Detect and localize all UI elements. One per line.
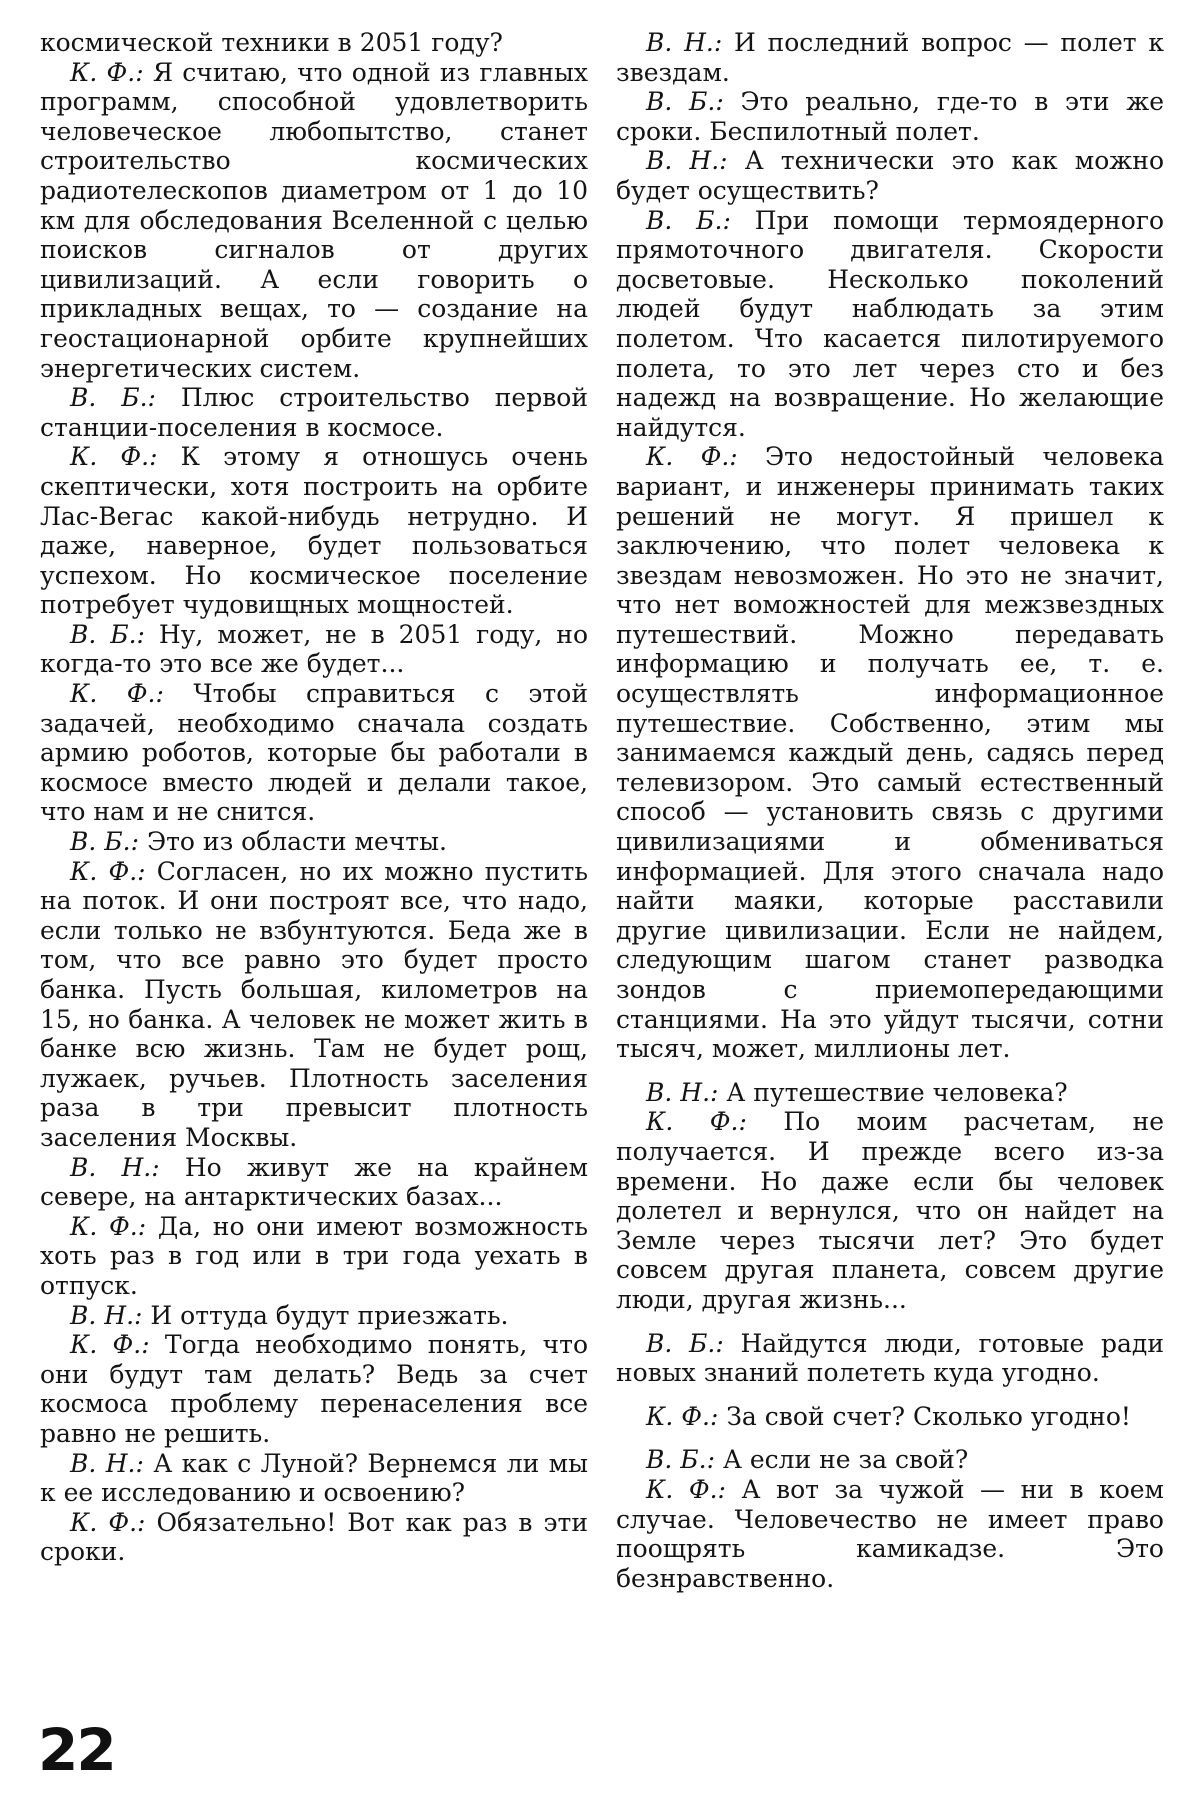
interview-paragraph xyxy=(616,146,1164,205)
interview-paragraph xyxy=(40,1508,588,1567)
paragraph-text: И последний вопрос — полет к звездам. xyxy=(616,28,1165,87)
paragraph-text: Это недостойный человека вариант, и инженеры принимать таких решений не могут. Я пришел к заключению, что полет человека к звездам невозможен. Но это не значит, что нет воможностей для межзвездных путешествий. Можно передавать информацию и получать ее, т. е. осуществлять информационное путешествие. Собственно, этим мы занимаемся каждый день, садясь перед телевизором. Это самый естественный способ — установить связь с другими цивилизациями и обмениваться информацией. Для этого сначала надо найти маяки, которые расставили другие цивилизации. Если не найдем, следующим шагом станет разводка зондов с приемопередающими станциями. На это уйдут тысячи, сотни тысяч, может, миллионы лет. xyxy=(616,442,1164,1064)
interview-paragraph xyxy=(40,58,588,384)
paragraph-text: Обязательно! Вот как раз в эти сроки. xyxy=(40,1507,588,1567)
paragraph-text: Плюс строительство первой станции-поселения в космосе. xyxy=(40,383,588,442)
paragraph-text: Чтобы справиться с этой задачей, необходимо сначала создать армию роботов, которые бы работали в космосе вместо людей и делали такое, что нам и не снится. xyxy=(40,679,588,827)
paragraph-text: А как с Луной? Вернемся ли мы к ее исследованию и освоению? xyxy=(40,1448,588,1508)
speaker-label: В. Н.: xyxy=(70,1448,144,1478)
interview-paragraph xyxy=(616,442,1164,1063)
speaker-label: В. Н.: xyxy=(646,28,723,57)
speaker-label: К. Ф.: xyxy=(646,1474,726,1504)
interview-paragraph xyxy=(616,1107,1164,1314)
interview-paragraph xyxy=(40,1449,588,1508)
paragraph-text: космической техники в 2051 году? xyxy=(40,28,503,57)
speaker-label: К. Ф.: xyxy=(70,1330,150,1360)
right-column xyxy=(616,28,1164,1593)
paragraph-text: Это из области мечты. xyxy=(146,827,447,857)
speaker-label: К. Ф.: xyxy=(646,1107,747,1137)
interview-paragraph xyxy=(616,1402,1164,1432)
paragraph-text: Найдутся люди, готовые ради новых знаний полететь куда угодно. xyxy=(616,1328,1164,1388)
interview-paragraph xyxy=(40,620,588,679)
interview-paragraph xyxy=(40,442,588,620)
speaker-label: К. Ф.: xyxy=(646,442,738,472)
interview-paragraph xyxy=(616,1475,1164,1593)
paragraph-text: По моим расчетам, не получается. И прежде всего из-за времени. Но даже если бы человек долетел и вернулся, что он найдет на Земле через тысячи лет? Это будет совсем другая планета, совсем другие люди, другая жизнь... xyxy=(616,1107,1164,1314)
speaker-label: В. Н.: xyxy=(646,1077,719,1107)
paragraph-text: А путешествие человека? xyxy=(726,1077,1068,1107)
speaker-label: К. Ф.: xyxy=(646,1401,719,1431)
speaker-label: В. Н.: xyxy=(70,1300,143,1330)
paragraph-text: При помощи термоядерного прямоточного двигателя. Скорости досветовые. Несколько поколений людей будут наблюдать за этим полетом. Что касается пилотируемого полета, то это лет через сто и без надежд на возвращение. Но желающие найдутся. xyxy=(616,205,1164,442)
interview-paragraph xyxy=(40,383,588,442)
interview-paragraph xyxy=(40,1330,588,1448)
page-number: 22 xyxy=(38,1716,115,1784)
paragraph-text: Это реально, где-то в эти же сроки. Беспилотный полет. xyxy=(616,87,1165,146)
left-column xyxy=(40,28,588,1567)
speaker-label: В. Б.: xyxy=(70,619,145,649)
paragraph-continuation xyxy=(40,28,588,58)
speaker-label: К. Ф.: xyxy=(70,1507,146,1537)
interview-paragraph xyxy=(616,1445,1164,1475)
paragraph-text: Тогда необходимо понять, что они будут там делать? Ведь за счет космоса проблему перенаселения все равно не решить. xyxy=(40,1330,588,1448)
speaker-label: В. Б.: xyxy=(646,1328,724,1358)
interview-paragraph xyxy=(616,206,1164,443)
paragraph-text: А если не за свой? xyxy=(722,1445,969,1475)
interview-paragraph xyxy=(40,1301,588,1331)
interview-paragraph xyxy=(40,827,588,857)
interview-paragraph xyxy=(40,1212,588,1301)
speaker-label: К. Ф.: xyxy=(70,856,146,886)
speaker-label: К. Ф.: xyxy=(70,442,158,472)
speaker-label: В. Б.: xyxy=(646,205,731,235)
interview-paragraph xyxy=(616,1078,1164,1108)
paragraph-text: И оттуда будут приезжать. xyxy=(150,1300,509,1330)
paragraph-text: За свой счет? Сколько угодно! xyxy=(726,1401,1131,1431)
speaker-label: В. Б.: xyxy=(646,87,724,117)
speaker-label: К. Ф.: xyxy=(70,57,144,87)
speaker-label: В. Н.: xyxy=(646,146,728,176)
paragraph-text: Да, но они имеют возможность хоть раз в год или в три года уехать в отпуск. xyxy=(40,1211,588,1300)
speaker-label: К. Ф.: xyxy=(70,679,164,709)
paragraph-text: Я считаю, что одной из главных программ, способной удовлетворить человеческое любопытство, станет строительство космических радиотелескопов диаметром от 1 до 10 км для обследования Вселенной с целью поисков сигналов от других цивилизаций. А если говорить о прикладных вещах, то — создание на геостационарной орбите крупнейших энергетических систем. xyxy=(40,57,588,383)
paragraph-text: А технически это как можно будет осуществить? xyxy=(616,146,1164,205)
paragraph-text: А вот за чужой — ни в коем случае. Человечество не имеет право поощрять камикадзе. Это безнравственно. xyxy=(616,1474,1164,1593)
speaker-label: В. Б.: xyxy=(70,383,156,413)
speaker-label: К. Ф.: xyxy=(70,1211,147,1241)
interview-paragraph xyxy=(40,857,588,1153)
interview-paragraph xyxy=(40,679,588,827)
paragraph-text: Но живут же на крайнем севере, на антарктических базах... xyxy=(40,1152,589,1212)
paragraph-text: Ну, может, не в 2051 году, но когда-то это все же будет... xyxy=(40,619,588,679)
interview-paragraph xyxy=(616,28,1164,87)
speaker-label: В. Н.: xyxy=(70,1152,160,1182)
interview-paragraph xyxy=(616,87,1164,146)
paragraph-text: Согласен, но их можно пустить на поток. И они построят все, что надо, если только не взбунтуются. Беда же в том, что все равно это будет просто банка. Пусть большая, километров на 15, но банка. А человек не может жить в банке всю жизнь. Там не будет рощ, лужаек, ручьев. Плотность заселения раза в три превысит плотность заселения Москвы. xyxy=(40,856,588,1152)
speaker-label: В. Б.: xyxy=(646,1445,716,1475)
paragraph-text: К этому я отношусь очень скептически, хотя построить на орбите Лас-Вегас какой-нибудь нетрудно. И даже, наверное, будет пользоваться успехом. Но космическое поселение потребует чудовищных мощностей. xyxy=(40,442,588,620)
interview-paragraph xyxy=(616,1329,1164,1388)
interview-paragraph xyxy=(40,1153,588,1212)
speaker-label: В. Б.: xyxy=(70,827,140,857)
